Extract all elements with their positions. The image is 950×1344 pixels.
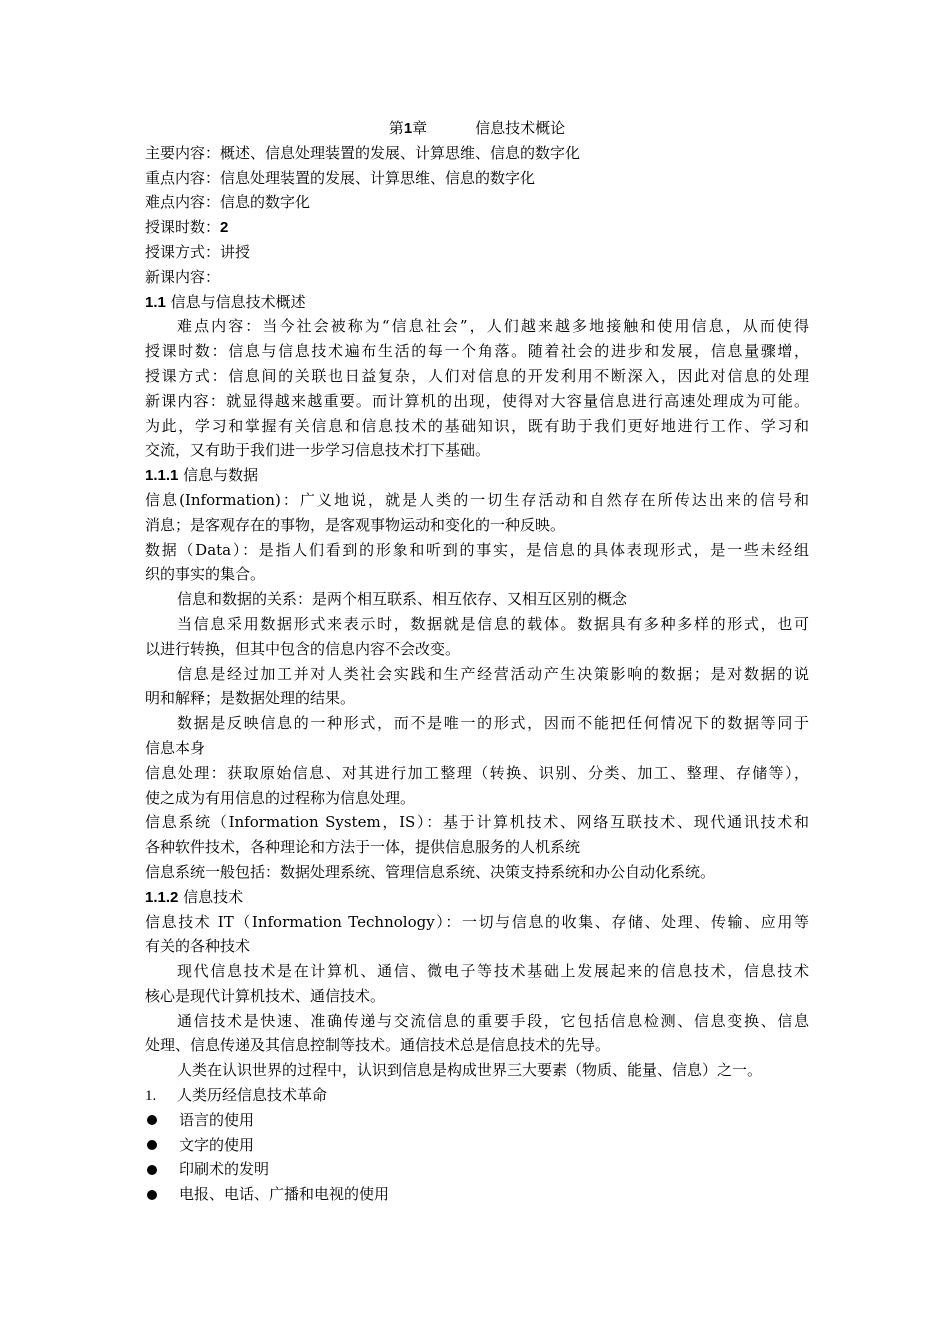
paragraph-line: 数据是反映信息的一种形式，而不是唯一的形式，因而不能把任何情况下的数据等同于 [177,714,809,733]
paragraph-line: 信息本身 [145,738,206,757]
meta-new [145,265,809,290]
paragraph-line: 数据（Data）：是指人们看到的形象和听到的事实，是信息的具体表现形式，是一些未经组 [145,540,809,559]
paragraph-line: 信息系统（Information System，IS）：基于计算机技术、网络互联技术、现代通讯技术和 [145,813,809,832]
list-item-text: 印刷术的发明 [179,1160,270,1179]
bullet-icon [147,1115,157,1125]
meta-main [145,141,809,166]
paragraph-line: 信息技术 IT（Information Technology）：一切与信息的收集、存储、处理、传输、应用等 [145,912,809,931]
paragraph-line: 信息是经过加工并对人类社会实践和生产经营活动产生决策影响的数据；是对数据的说 [177,664,809,683]
paragraph-line: 难点内容：当今社会被称为“信息社会”，人们越来越多地接触和使用信息，从而使得 [177,317,809,336]
meta-label: 授课方式： [145,242,221,261]
chapter-prefix: 第 [388,119,404,137]
list-item [145,1157,809,1182]
bullet-icon [147,1190,157,1200]
document-body [145,116,809,1207]
numbered-list-heading [145,1083,809,1108]
meta-value: 2 [220,219,229,237]
list-item [145,1133,809,1158]
section-heading-1-1-1 [145,463,809,488]
paragraph-line: 使之成为有用信息的过程称为信息处理。 [145,788,416,807]
list-item-text: 文字的使用 [179,1135,255,1154]
paragraph-line: 织的事实的集合。 [145,565,266,584]
section-number: 1.1.2 [145,888,179,906]
meta-value: 信息的数字化 [220,193,311,212]
meta-label: 主要内容： [145,143,221,162]
chapter-title [145,116,809,141]
paragraph-line: 现代信息技术是在计算机、通信、微电子等技术基础上发展起来的信息技术，信息技术 [177,962,809,981]
section-heading-1-1 [145,290,809,315]
meta-label: 重点内容： [145,168,221,187]
paragraph-line: 核心是现代计算机技术、通信技术。 [145,986,386,1005]
paragraph-line: 当信息采用数据形式来表示时，数据就是信息的载体。数据具有多种多样的形式，也可 [177,614,809,633]
list-title: 人类历经信息技术革命 [177,1086,328,1105]
meta-value: 概述、信息处理装置的发展、计算思维、信息的数字化 [220,143,581,162]
paragraph-line: 信息(Information)：广义地说，就是人类的一切生存活动和自然存在所传达出来的信号和 [145,490,809,509]
section-heading-1-1-2 [145,885,809,910]
meta-difficult [145,190,809,215]
meta-value: 信息处理装置的发展、计算思维、信息的数字化 [220,168,536,187]
meta-label: 难点内容： [145,193,221,212]
section-number: 1.1 [145,293,166,311]
paragraph-line: 通信技术是快速、准确传递与交流信息的重要手段，它包括信息检测、信息变换、信息 [177,1011,809,1030]
meta-method [145,240,809,265]
paragraph-line: 授课方式：信息间的关联也日益复杂，人们对信息的开发利用不断深入，因此对信息的处理 [145,366,809,385]
paragraph-line: 人类在认识世界的过程中，认识到信息是构成世界三大要素（物质、能量、信息）之一。 [177,1061,763,1080]
chapter-suffix: 章 [412,119,428,137]
paragraph-line: 交流，又有助于我们进一步学习信息技术打下基础。 [145,441,491,460]
paragraph-line: 信息和数据的关系：是两个相互联系、相互依存、又相互区别的概念 [177,590,628,609]
paragraph-line: 授课时数：信息与信息技术遍布生活的每一个角落。随着社会的进步和发展，信息量骤增， [145,342,809,361]
bullet-icon [147,1165,157,1175]
paragraph-line: 以进行转换，但其中包含的信息内容不会改变。 [145,639,461,658]
section-number: 1.1.1 [145,467,179,485]
chapter-title-text: 信息技术概论 [475,119,566,137]
paragraph-line: 有关的各种技术 [145,937,251,956]
list-item [145,1182,809,1207]
paragraph-line: 各种软件技术，各种理论和方法于一体，提供信息服务的人机系统 [145,838,581,857]
section-title: 信息与信息技术概述 [170,292,306,311]
meta-label: 授课时数： [145,218,221,237]
paragraph-line: 明和解释；是数据处理的结果。 [145,689,356,708]
paragraph-line: 新课内容：就显得越来越重要。而计算机的出现，使得对大容量信息进行高速处理成为可能。 [145,391,809,410]
meta-hours [145,215,809,240]
meta-value: 讲授 [220,242,251,261]
paragraph-line: 消息；是客观存在的事物，是客观事物运动和变化的一种反映。 [145,515,566,534]
section-title: 信息技术 [183,887,244,906]
meta-label: 新课内容： [145,267,221,286]
paragraph-line: 信息处理：获取原始信息、对其进行加工整理（转换、识别、分类、加工、整理、存储等）， [145,763,809,782]
list-item [145,1108,809,1133]
section-title: 信息与数据 [183,466,259,485]
chapter-number: 1 [403,120,413,137]
bullet-icon [147,1140,157,1150]
paragraph-line: 处理、信息传递及其信息控制等技术。通信技术总是信息技术的先导。 [145,1036,611,1055]
paragraph-line: 信息系统一般包括：数据处理系统、管理信息系统、决策支持系统和办公自动化系统。 [145,862,716,881]
list-item-text: 语言的使用 [179,1110,255,1129]
paragraph-line: 为此，学习和掌握有关信息和信息技术的基础知识，既有助于我们更好地进行工作、学习和 [145,416,809,435]
list-item-text: 电报、电话、广播和电视的使用 [179,1185,390,1204]
meta-key [145,166,809,191]
list-number: 1. [145,1088,157,1105]
